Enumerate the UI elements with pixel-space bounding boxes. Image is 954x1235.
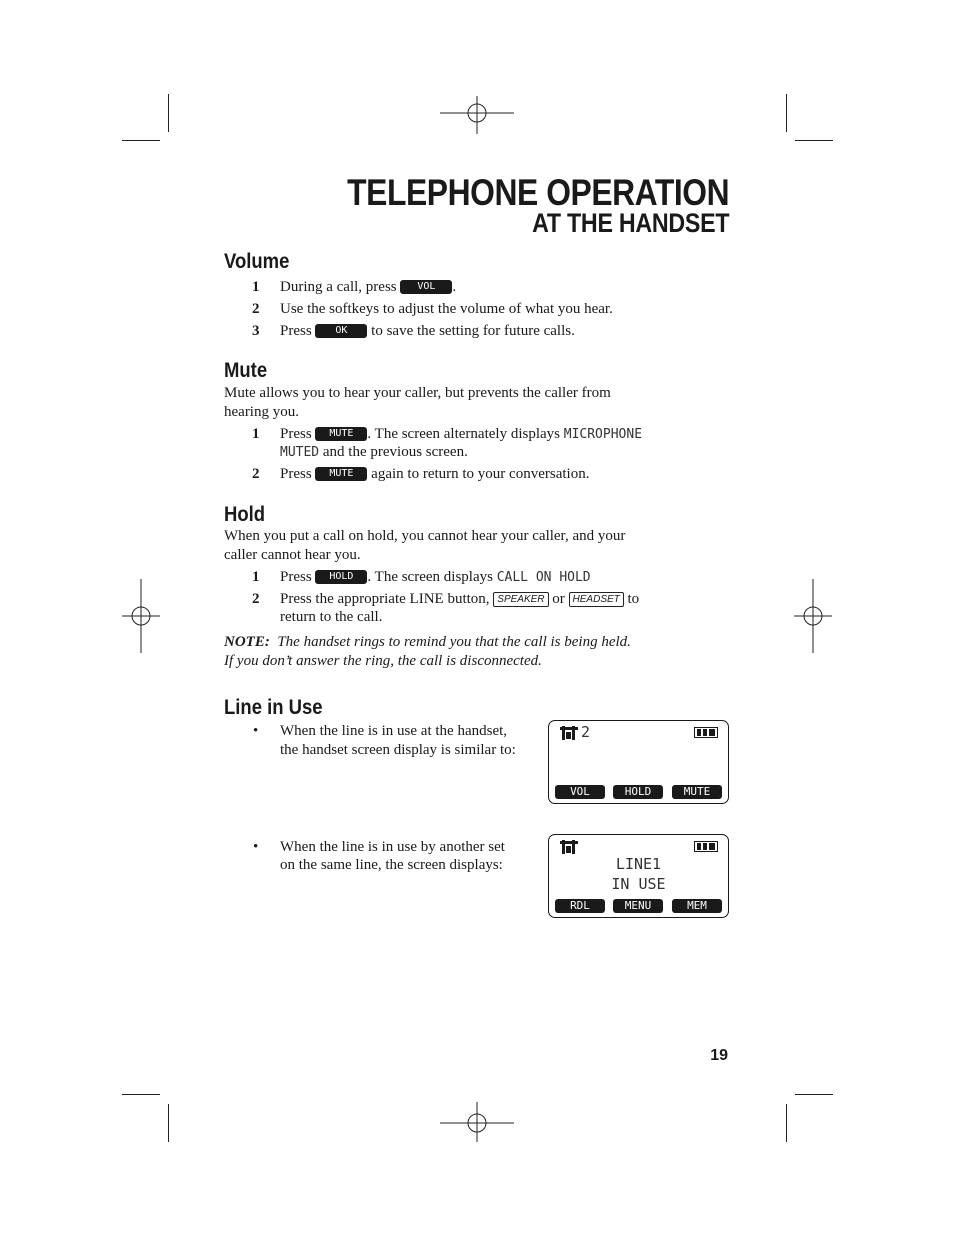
mute-step-1-cont — [280, 443, 468, 462]
crop-mark — [786, 94, 787, 132]
mute-intro: hearing you. — [224, 404, 299, 420]
display-text: MICROPHONE — [563, 427, 643, 442]
hold-step-1 — [280, 568, 591, 587]
step-number: 2 — [252, 301, 260, 317]
mute-intro: Mute allows you to hear your caller, but prevents the caller from — [224, 385, 611, 401]
headset-key: HEADSET — [569, 592, 624, 607]
step-number: 1 — [252, 569, 260, 585]
softkey-mem: MEM — [672, 899, 722, 913]
line-in-use-item-1: the handset screen display is similar to: — [280, 742, 516, 758]
step-text: . The screen alternately displays — [367, 426, 560, 442]
crop-mark — [795, 1094, 833, 1095]
hold-step-2 — [280, 590, 639, 609]
page-title: TELEPHONE OPERATION — [347, 172, 729, 213]
softkey-vol: VOL — [555, 785, 605, 799]
handset-screen-in-use — [548, 720, 729, 804]
step-text: Press — [280, 569, 312, 585]
battery-icon — [694, 841, 718, 852]
display-text: MUTED — [280, 445, 320, 460]
step-number: 1 — [252, 426, 260, 442]
softkey-hold: HOLD — [613, 785, 663, 799]
volume-step-1 — [280, 278, 456, 297]
crop-mark — [122, 140, 160, 141]
mute-key: MUTE — [315, 467, 367, 481]
phone-icon — [559, 839, 579, 855]
step-number: 1 — [252, 279, 260, 295]
step-text: During a call, press — [280, 279, 397, 295]
screen-status-label: IN USE — [611, 875, 666, 893]
step-text: or — [552, 591, 565, 607]
ok-key: OK — [315, 324, 367, 338]
section-heading-hold: Hold — [224, 503, 266, 526]
softkey-rdl: RDL — [555, 899, 605, 913]
crop-mark — [168, 94, 169, 132]
registration-mark-icon — [104, 579, 178, 653]
registration-mark-icon — [440, 76, 514, 150]
step-text: . The screen displays — [367, 569, 493, 585]
line-in-use-item-1: When the line is in use at the handset, — [280, 723, 508, 739]
step-text: Press — [280, 466, 312, 482]
hold-intro: caller cannot hear you. — [224, 547, 361, 563]
battery-icon — [694, 727, 718, 738]
bullet: • — [253, 839, 259, 855]
mute-key: MUTE — [315, 427, 367, 441]
step-text: to save the setting for future calls. — [371, 323, 575, 339]
screen-line-label: LINE1 — [615, 855, 662, 873]
crop-mark — [795, 140, 833, 141]
step-number: 2 — [252, 591, 260, 607]
page-subtitle: AT THE HANDSET — [531, 208, 729, 238]
note — [224, 633, 631, 652]
section-heading-mute: Mute — [224, 359, 268, 382]
page-number: 19 — [710, 1047, 728, 1064]
phone-icon — [559, 725, 579, 741]
step-text: to — [627, 591, 640, 607]
step-text: and the previous screen. — [322, 444, 468, 460]
step-number: 3 — [252, 323, 260, 339]
section-heading-line-in-use: Line in Use — [224, 696, 323, 719]
step-text: Press — [280, 323, 312, 339]
hold-intro: When you put a call on hold, you cannot hear your caller, and your — [224, 528, 626, 544]
volume-step-2: Use the softkeys to adjust the volume of what you hear. — [280, 301, 613, 317]
speaker-key: SPEAKER — [493, 592, 548, 607]
hold-step-2-cont: return to the call. — [280, 609, 383, 625]
section-heading-volume: Volume — [224, 250, 290, 273]
note-label: NOTE: — [224, 634, 270, 650]
mute-step-2 — [280, 465, 589, 484]
softkey-mute: MUTE — [672, 785, 722, 799]
vol-key: VOL — [400, 280, 452, 294]
bullet: • — [253, 723, 259, 739]
note-text: The handset rings to remind you that the call is being held. — [277, 634, 631, 650]
softkey-menu: MENU — [613, 899, 663, 913]
hold-key: HOLD — [315, 570, 367, 584]
registration-mark-icon — [440, 1086, 514, 1160]
display-text: CALL ON HOLD — [496, 570, 591, 585]
handset-screen-line-busy — [548, 834, 729, 918]
line-in-use-item-2: on the same line, the screen displays: — [280, 857, 503, 873]
mute-step-1 — [280, 425, 642, 444]
step-text: Press the appropriate LINE button, — [280, 591, 490, 607]
step-text: . — [452, 279, 457, 295]
crop-mark — [168, 1104, 169, 1142]
volume-step-3 — [280, 322, 575, 341]
step-number: 2 — [252, 466, 260, 482]
crop-mark — [122, 1094, 160, 1095]
line-in-use-item-2: When the line is in use by another set — [280, 839, 505, 855]
step-text: again to return to your conversation. — [371, 466, 590, 482]
crop-mark — [786, 1104, 787, 1142]
step-text: Press — [280, 426, 312, 442]
line-indicator: 2 — [581, 723, 591, 741]
registration-mark-icon — [776, 579, 850, 653]
note-text: If you don’t answer the ring, the call is disconnected. — [224, 653, 542, 669]
